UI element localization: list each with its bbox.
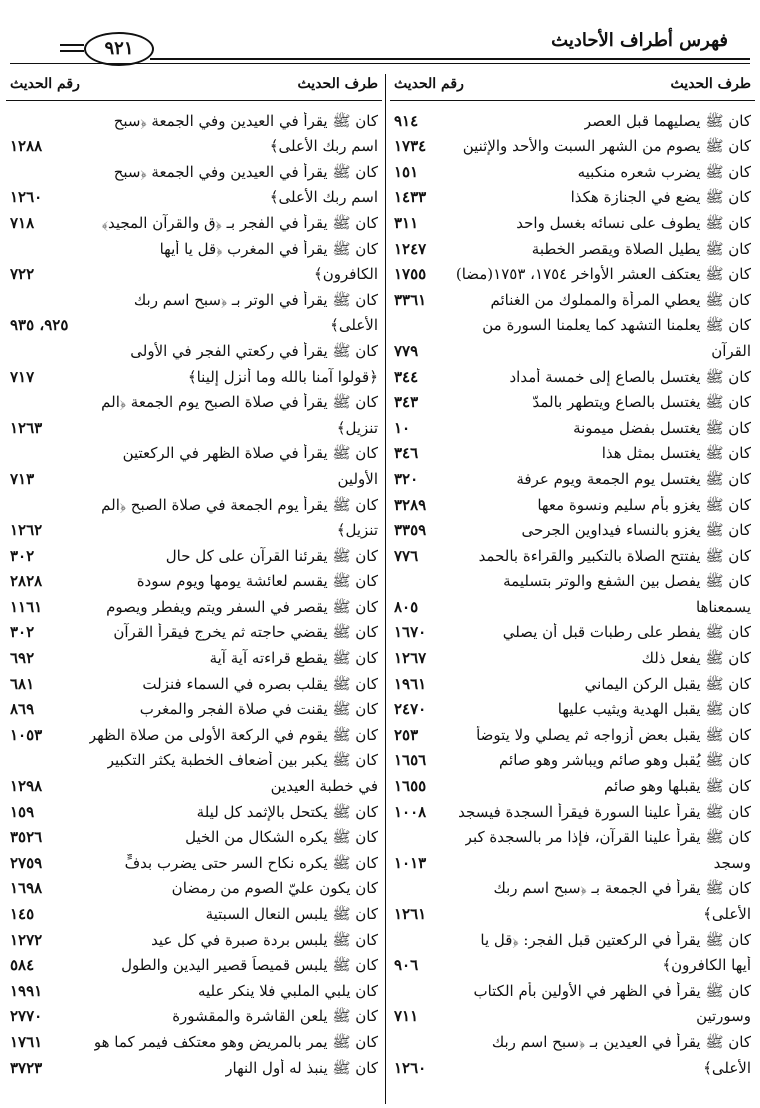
index-entry bbox=[6, 233, 382, 259]
hadith-number: ١٢٩٨ bbox=[10, 777, 43, 796]
hadith-text: كان ﷺ يقوم في الركعة الأولى من صلاة الظهر bbox=[88, 725, 378, 744]
index-entry bbox=[390, 822, 755, 848]
index-column-right bbox=[390, 76, 755, 1096]
hadith-text: كان ﷺ يعلمنا التشهد كما يعلمنا السورة من bbox=[482, 316, 751, 335]
index-entry bbox=[390, 642, 755, 668]
hadith-number: ١٩٦١ bbox=[394, 674, 427, 693]
hadith-number: ٣٧٢٣ bbox=[10, 1058, 43, 1077]
index-entry bbox=[390, 156, 755, 182]
hadith-number: ١٦٥٥ bbox=[394, 777, 427, 796]
hadith-text: كان ﷺ يغتسل بمثل هذا bbox=[601, 444, 751, 463]
hadith-number: ٩٠٦ bbox=[394, 956, 419, 975]
hadith-number: ١٢٦٠ bbox=[394, 1058, 427, 1077]
hadith-number: ٨٦٩ bbox=[10, 700, 35, 719]
index-entry bbox=[6, 310, 382, 336]
index-entry bbox=[390, 207, 755, 233]
index-entry bbox=[390, 131, 755, 157]
hadith-text: كان ﷺ يغتسل يوم الجمعة ويوم عرفة bbox=[516, 469, 751, 488]
hadith-number: ١٥٩ bbox=[10, 802, 35, 821]
hadith-text: كان ﷺ يغتسل بفضل ميمونة bbox=[573, 418, 751, 437]
hadith-number: ١٥١ bbox=[394, 162, 419, 181]
hadith-number: ٢٥٣ bbox=[394, 725, 419, 744]
index-entry bbox=[6, 412, 382, 438]
hadith-number: ٦٩٢ bbox=[10, 649, 35, 668]
index-entry bbox=[6, 745, 382, 771]
hadith-text: كان ﷺ يطوف على نسائه بغسل واحد bbox=[516, 213, 751, 232]
index-entry bbox=[390, 438, 755, 464]
hadith-text: كان ﷺ يفتتح الصلاة بالتكبير والقراءة بالحمد bbox=[478, 546, 751, 565]
hadith-number: ١٠٠٨ bbox=[394, 802, 427, 821]
hadith-number: ١٤٣٣ bbox=[394, 188, 427, 207]
hadith-number: ١٦٩٨ bbox=[10, 879, 43, 898]
hadith-number: ٢٧٥٩ bbox=[10, 853, 43, 872]
hadith-text: أيها الكافرون﴾ bbox=[662, 956, 751, 975]
page-header bbox=[0, 0, 760, 70]
hadith-number: ٣٣٥٩ bbox=[394, 521, 427, 540]
hadith-text: كان ﷺ يقضي حاجته ثم يخرج فيقرأ القرآن bbox=[113, 623, 378, 642]
hadith-number: ١٦٥٦ bbox=[394, 751, 427, 770]
hadith-number: ٧٧٦ bbox=[394, 546, 419, 565]
index-entry bbox=[6, 438, 382, 464]
hadith-text: كان ﷺ يقلب بصره في السماء فنزلت bbox=[142, 674, 378, 693]
column-header-number: رقم الحديث bbox=[394, 76, 464, 92]
hadith-text: الأولين bbox=[337, 469, 378, 488]
index-entry bbox=[390, 182, 755, 208]
hadith-text: كان ﷺ يغتسل بالصاع إلى خمسة أمداد bbox=[509, 367, 751, 386]
hadith-number: ٧١١ bbox=[394, 1007, 419, 1026]
hadith-number: ٣٤٣ bbox=[394, 393, 419, 412]
hadith-number: ٣٢٨٩ bbox=[394, 495, 427, 514]
hadith-number: ٣٤٦ bbox=[394, 444, 419, 463]
index-entry bbox=[390, 105, 755, 131]
hadith-number: ١٧٦١ bbox=[10, 1032, 43, 1051]
index-entry bbox=[390, 950, 755, 976]
hadith-number: ٧١٨ bbox=[10, 213, 35, 232]
index-entry bbox=[6, 642, 382, 668]
hadith-text: ﴿قولوا آمنا بالله وما أنزل إلينا﴾ bbox=[187, 367, 378, 386]
index-entry bbox=[6, 156, 382, 182]
hadith-number: ١٢٦١ bbox=[394, 905, 427, 923]
hadith-number: ٥٨٤ bbox=[10, 956, 35, 975]
hadith-number: ٣٢٠ bbox=[394, 469, 419, 488]
hadith-number: ١٢٦٠ bbox=[10, 188, 43, 207]
hadith-text: تنزيل﴾ bbox=[336, 521, 378, 540]
index-entry bbox=[6, 182, 382, 208]
column-header-text: طرف الحديث bbox=[670, 76, 751, 92]
index-entry bbox=[6, 566, 382, 592]
index-entry bbox=[390, 284, 755, 310]
hadith-text: كان ﷺ يفعل ذلك bbox=[641, 649, 751, 668]
hadith-text: كان ﷺ يلعن القاشرة والمقشورة bbox=[172, 1007, 378, 1026]
column-header bbox=[6, 76, 382, 101]
hadith-number: ٢٨٢٨ bbox=[10, 572, 43, 591]
index-entry bbox=[390, 796, 755, 822]
index-entry bbox=[6, 105, 382, 131]
column-header-text: طرف الحديث bbox=[297, 76, 378, 92]
hadith-text: كان ﷺ يُقبل وهو صائم ويباشر وهو صائم bbox=[499, 751, 751, 770]
index-entry bbox=[6, 591, 382, 617]
index-entry bbox=[390, 694, 755, 720]
hadith-text: وسجد bbox=[713, 853, 751, 872]
index-entry bbox=[390, 873, 755, 899]
hadith-text: كان ﷺ يقرأ في ركعتي الفجر في الأولى bbox=[130, 341, 378, 360]
index-entry bbox=[390, 745, 755, 771]
index-entry bbox=[6, 361, 382, 387]
index-column-left bbox=[6, 76, 382, 1096]
hadith-text: كان ﷺ يكبر بين أضعاف الخطبة يكثر التكبير bbox=[106, 751, 378, 770]
index-entry bbox=[390, 924, 755, 950]
header-rule-left-bottom bbox=[60, 50, 84, 52]
hadith-number: ٣١١ bbox=[394, 213, 419, 232]
index-entry bbox=[6, 770, 382, 796]
index-entry bbox=[390, 310, 755, 336]
hadith-text: كان ﷺ يقرأ في الركعتين قبل الفجر: ﴿قل يا bbox=[480, 930, 751, 949]
index-entry bbox=[390, 1026, 755, 1052]
hadith-text: كان ﷺ يقبلها وهو صائم bbox=[603, 777, 751, 796]
index-entry bbox=[390, 898, 755, 924]
hadith-number: ٧١٧ bbox=[10, 367, 35, 386]
hadith-text: كان ﷺ يقرأ علينا السورة فيقرأ السجدة فيسجد bbox=[458, 802, 751, 821]
hadith-text: كان ﷺ يقبل بعض أزواجه ثم يصلي ولا يتوضأ bbox=[476, 725, 751, 744]
header-rule-main bbox=[150, 58, 750, 60]
hadith-text: كان ﷺ يقرأ في الوتر بـ ﴿سبح اسم ربك bbox=[133, 290, 378, 309]
index-entry bbox=[6, 540, 382, 566]
hadith-number: ٦٨١ bbox=[10, 674, 35, 693]
hadith-text: القرآن bbox=[711, 341, 751, 360]
index-entry bbox=[6, 463, 382, 489]
hadith-text: كان ﷺ يقبل الهدية ويثيب عليها bbox=[557, 700, 751, 719]
hadith-number: ٣٠٢ bbox=[10, 546, 35, 565]
index-entry bbox=[6, 1052, 382, 1078]
hadith-text: كان ﷺ يقرأ في الظهر في الأولين بأم الكتاب bbox=[473, 981, 751, 1000]
index-entry bbox=[6, 207, 382, 233]
hadith-number: ١٢٨٨ bbox=[10, 137, 43, 156]
index-entry bbox=[390, 668, 755, 694]
hadith-number: ١٧٣٤ bbox=[394, 137, 427, 156]
hadith-text: كان ﷺ يعطي المرأة والمملوك من الغنائم bbox=[490, 290, 751, 309]
hadith-text: كان ﷺ يلبس النعال السبتية bbox=[205, 905, 378, 923]
hadith-number: ١٢٦٧ bbox=[394, 649, 427, 668]
index-entry bbox=[390, 591, 755, 617]
index-entry bbox=[390, 463, 755, 489]
index-entry bbox=[6, 898, 382, 924]
hadith-number: ١٩٩١ bbox=[10, 981, 43, 1000]
index-rows bbox=[6, 105, 382, 1078]
index-entry bbox=[6, 387, 382, 413]
hadith-number: ٩٢٥، ٩٣٥ bbox=[10, 316, 69, 335]
hadith-text: كان ﷺ ينبذ له أول النهار bbox=[225, 1058, 378, 1077]
index-entry bbox=[390, 1052, 755, 1078]
hadith-text: كان ﷺ يضرب شعره منكبيه bbox=[577, 162, 751, 181]
hadith-number: ٩١٤ bbox=[394, 111, 419, 130]
index-entry bbox=[6, 924, 382, 950]
hadith-text: كان ﷺ يفطر على رطبات قبل أن يصلي bbox=[502, 623, 751, 642]
hadith-text: كان ﷺ يقرأ في الفجر بـ ﴿ق والقرآن المجيد﴾ bbox=[101, 213, 378, 232]
index-entry bbox=[6, 822, 382, 848]
hadith-text: كان ﷺ يغزو بالنساء فيداوين الجرحى bbox=[521, 521, 751, 540]
index-entry bbox=[6, 284, 382, 310]
hadith-number: ٧٢٢ bbox=[10, 265, 35, 284]
index-entry bbox=[390, 617, 755, 643]
index-entry bbox=[390, 489, 755, 515]
hadith-text: كان ﷺ يطيل الصلاة ويقصر الخطبة bbox=[531, 239, 751, 258]
index-entry bbox=[6, 131, 382, 157]
index-entry bbox=[390, 233, 755, 259]
hadith-text: الكافرون﴾ bbox=[313, 265, 378, 284]
hadith-text: كان ﷺ يكره نكاح السر حتى يضرب بدفٍّ bbox=[124, 853, 378, 872]
index-entry bbox=[390, 259, 755, 285]
index-entry bbox=[390, 515, 755, 541]
column-header-number: رقم الحديث bbox=[10, 76, 80, 92]
header-rule-left-top bbox=[60, 44, 84, 46]
hadith-text: كان ﷺ يقرأ في المغرب ﴿قل يا أيها bbox=[159, 239, 378, 258]
hadith-text: كان ﷺ يقرأ يوم الجمعة في صلاة الصبح ﴿الم bbox=[101, 495, 378, 514]
index-entry bbox=[6, 668, 382, 694]
hadith-text: كان ﷺ يكره الشكال من الخيل bbox=[185, 828, 378, 847]
hadith-text: كان ﷺ يقصر في السفر ويتم ويفطر ويصوم bbox=[106, 597, 378, 616]
hadith-number: ١٠ bbox=[394, 418, 411, 437]
hadith-text: كان ﷺ يقطع قراءته آية آية bbox=[209, 649, 378, 668]
index-entry bbox=[6, 873, 382, 899]
hadith-number: ٧١٣ bbox=[10, 469, 35, 488]
hadith-text: كان ﷺ يقرأ في صلاة الصبح يوم الجمعة ﴿الم bbox=[101, 393, 378, 412]
index-entry bbox=[6, 335, 382, 361]
hadith-text: الأعلى﴾ bbox=[703, 905, 751, 923]
index-entry bbox=[6, 975, 382, 1001]
index-entry bbox=[6, 1001, 382, 1027]
hadith-text: اسم ربك الأعلى﴾ bbox=[269, 137, 378, 156]
index-entry bbox=[390, 719, 755, 745]
hadith-number: ٣٠٢ bbox=[10, 623, 35, 642]
hadith-text: كان ﷺ يقرأ في صلاة الظهر في الركعتين bbox=[122, 444, 378, 463]
index-entry bbox=[6, 796, 382, 822]
column-divider bbox=[385, 74, 386, 1104]
hadith-text: الأعلى﴾ bbox=[703, 1058, 751, 1077]
index-entry bbox=[6, 694, 382, 720]
hadith-text: كان ﷺ يصوم من الشهر السبت والأحد والإثنين bbox=[462, 137, 751, 156]
hadith-text: كان ﷺ يعتكف العشر الأواخر ١٧٥٤، ١٧٥٣(مضا) bbox=[455, 265, 751, 284]
hadith-text: كان ﷺ يقسم لعائشة يومها ويوم سودة bbox=[136, 572, 378, 591]
hadith-text: كان ﷺ يقرأ علينا القرآن، فإذا مر بالسجدة كبر bbox=[464, 828, 751, 847]
hadith-text: كان ﷺ يقرأ في العيدين بـ ﴿سبح اسم ربك bbox=[491, 1032, 751, 1051]
hadith-text: تنزيل﴾ bbox=[336, 418, 378, 437]
hadith-text: كان ﷺ يقرأ في العيدين وفي الجمعة ﴿سبح bbox=[113, 162, 378, 181]
index-rows bbox=[390, 105, 755, 1078]
column-header bbox=[390, 76, 755, 101]
hadith-number: ٨٠٥ bbox=[394, 597, 419, 616]
hadith-text: كان ﷺ يغتسل بالصاع ويتطهر بالمدّ bbox=[532, 393, 751, 412]
index-entry bbox=[390, 387, 755, 413]
index-entry bbox=[6, 259, 382, 285]
hadith-number: ١٦٧٠ bbox=[394, 623, 427, 642]
index-entry bbox=[390, 975, 755, 1001]
hadith-text: كان ﷺ يقرأ في العيدين وفي الجمعة ﴿سبح bbox=[113, 111, 378, 130]
hadith-number: ٢٤٧٠ bbox=[394, 700, 427, 719]
hadith-number: ١١٦١ bbox=[10, 597, 43, 616]
index-entry bbox=[6, 1026, 382, 1052]
hadith-text: الأعلى﴾ bbox=[330, 316, 378, 335]
index-entry bbox=[390, 540, 755, 566]
index-entry bbox=[390, 361, 755, 387]
hadith-text: كان ﷺ يغزو بأم سليم ونسوة معها bbox=[537, 495, 751, 514]
index-entry bbox=[390, 335, 755, 361]
index-entry bbox=[6, 719, 382, 745]
hadith-text: كان ﷺ يكتحل بالإثمد كل ليلة bbox=[196, 802, 378, 821]
hadith-number: ١٢٤٧ bbox=[394, 239, 427, 258]
hadith-number: ٣٥٢٦ bbox=[10, 828, 43, 847]
hadith-text: كان ﷺ يضع في الجنازة هكذا bbox=[570, 188, 751, 207]
hadith-text: كان ﷺ يصليهما قبل العصر bbox=[583, 111, 751, 130]
index-entry bbox=[390, 847, 755, 873]
hadith-text: كان ﷺ يقرئنا القرآن على كل حال bbox=[165, 546, 378, 565]
index-entry bbox=[6, 847, 382, 873]
hadith-text: كان يكون عليّ الصوم من رمضان bbox=[171, 879, 378, 898]
hadith-number: ١٢٦٢ bbox=[10, 521, 43, 540]
hadith-number: ٧٧٩ bbox=[394, 341, 419, 360]
hadith-text: كان ﷺ يمر بالمريض وهو معتكف فيمر كما هو bbox=[93, 1032, 378, 1051]
hadith-text: كان ﷺ يقنت في صلاة الفجر والمغرب bbox=[139, 700, 378, 719]
index-entry bbox=[390, 412, 755, 438]
page-title: فهرس أطراف الأحاديث bbox=[551, 30, 728, 51]
hadith-text: اسم ربك الأعلى﴾ bbox=[269, 188, 378, 207]
hadith-number: ١٠١٣ bbox=[394, 853, 427, 872]
index-entry bbox=[6, 617, 382, 643]
index-entry bbox=[6, 489, 382, 515]
header-rule-sub bbox=[10, 63, 750, 64]
index-entry bbox=[6, 515, 382, 541]
hadith-number: ١٢٧٢ bbox=[10, 930, 43, 949]
hadith-text: كان ﷺ يلبس قميصاً قصير اليدين والطول bbox=[121, 956, 378, 975]
hadith-text: كان ﷺ يلبس بردة صبرة في كل عيد bbox=[151, 930, 378, 949]
hadith-text: كان يلبي الملبي فلا ينكر عليه bbox=[197, 981, 378, 1000]
hadith-number: ٣٣٦١ bbox=[394, 290, 427, 309]
index-entry bbox=[390, 566, 755, 592]
hadith-text: كان ﷺ يقبل الركن اليماني bbox=[584, 674, 751, 693]
hadith-number: ١٤٥ bbox=[10, 905, 35, 923]
index-entry bbox=[390, 1001, 755, 1027]
hadith-number: ١٢٦٣ bbox=[10, 418, 43, 437]
hadith-number: ١٧٥٥ bbox=[394, 265, 427, 284]
hadith-number: ٣٤٤ bbox=[394, 367, 419, 386]
hadith-text: وسورتين bbox=[696, 1007, 751, 1026]
hadith-number: ١٠٥٣ bbox=[10, 725, 43, 744]
hadith-number: ٢٧٧٠ bbox=[10, 1007, 43, 1026]
index-entry bbox=[390, 770, 755, 796]
hadith-text: كان ﷺ يفصل بين الشفع والوتر بتسليمة bbox=[503, 572, 751, 591]
hadith-text: في خطبة العيدين bbox=[270, 777, 378, 796]
hadith-text: كان ﷺ يقرأ في الجمعة بـ ﴿سبح اسم ربك bbox=[493, 879, 751, 898]
page-number: ٩٢١ bbox=[84, 32, 154, 66]
hadith-text: يسمعناها bbox=[695, 597, 751, 616]
index-entry bbox=[6, 950, 382, 976]
